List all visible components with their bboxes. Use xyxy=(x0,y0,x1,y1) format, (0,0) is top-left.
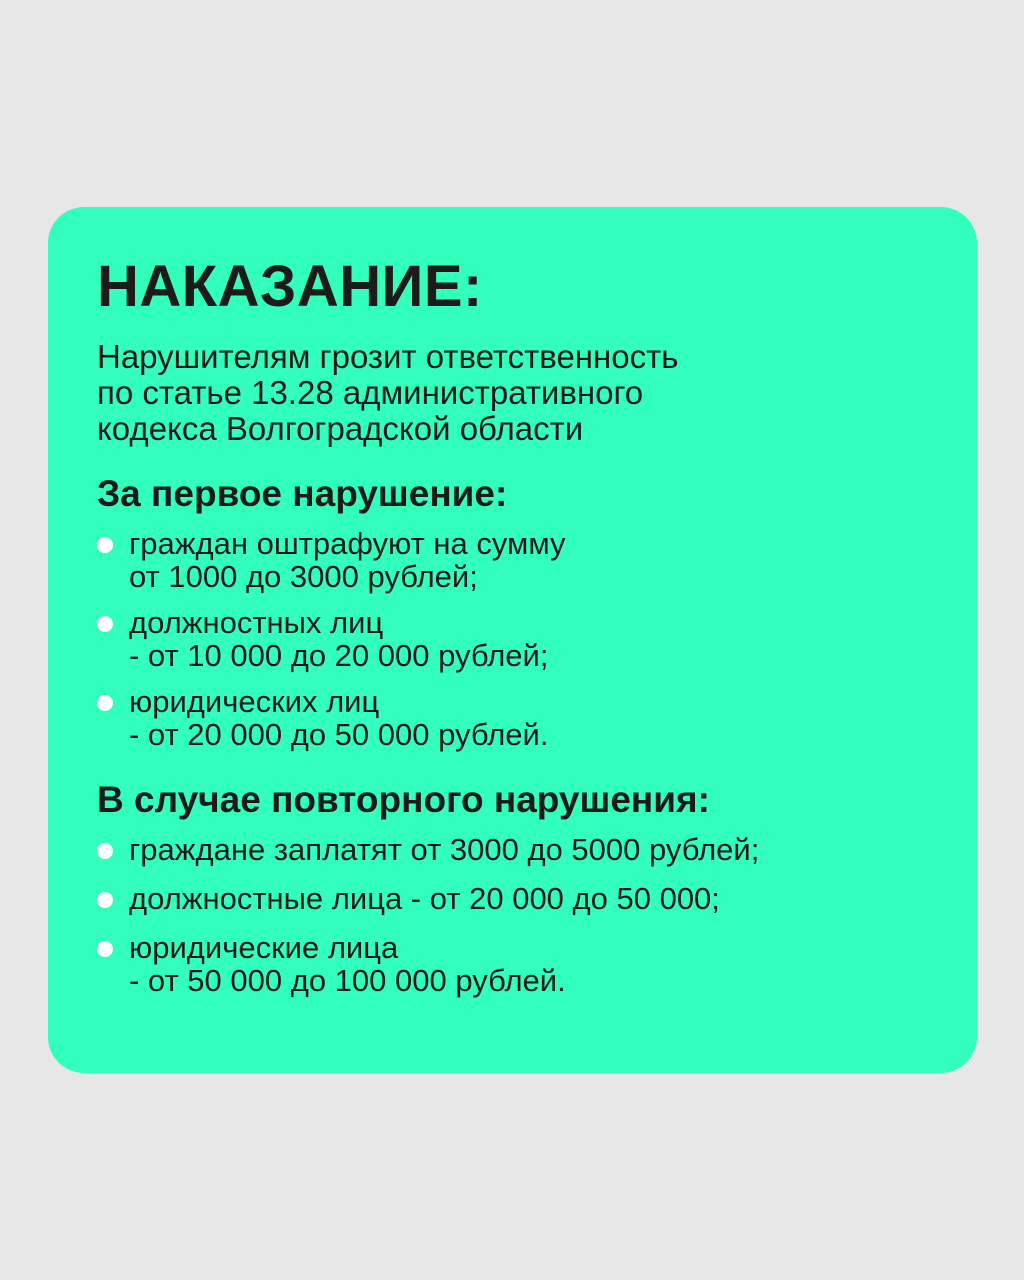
intro-line: по статье 13.28 административного xyxy=(97,374,644,411)
list-item-line: - от 20 000 до 50 000 рублей. xyxy=(129,717,549,752)
list-item-line: от 1000 до 3000 рублей; xyxy=(129,559,478,594)
list-item-line: граждан оштрафуют на сумму xyxy=(129,526,566,561)
bullet-dot-icon xyxy=(97,537,113,553)
intro-text xyxy=(97,339,937,447)
bullet-dot-icon xyxy=(97,695,113,711)
section-heading-repeat-violation: В случае повторного нарушения: xyxy=(97,779,710,820)
list-item xyxy=(97,527,937,593)
list-item xyxy=(97,882,937,915)
list-item xyxy=(97,685,937,751)
bullet-dot-icon xyxy=(97,616,113,632)
first-violation-list xyxy=(97,527,937,751)
repeat-violation-list xyxy=(97,833,937,997)
list-item xyxy=(97,833,937,866)
list-item-line: - от 10 000 до 20 000 рублей; xyxy=(129,638,549,673)
list-item-line: юридических лиц xyxy=(129,684,380,719)
info-card xyxy=(48,207,977,1073)
list-item xyxy=(97,931,937,997)
intro-line: Нарушителям грозит ответственность xyxy=(97,338,679,375)
intro-line: кодекса Волгоградской области xyxy=(97,410,584,447)
list-item-line: должностных лиц xyxy=(129,605,384,640)
list-item-line: - от 50 000 до 100 000 рублей. xyxy=(129,963,566,998)
section-heading-first-violation: За первое нарушение: xyxy=(97,473,508,514)
bullet-dot-icon xyxy=(97,892,113,908)
list-item-line: граждане заплатят от 3000 до 5000 рублей; xyxy=(129,832,760,867)
list-item xyxy=(97,606,937,672)
list-item-line: юридические лица xyxy=(129,930,399,965)
bullet-dot-icon xyxy=(97,843,113,859)
card-title: НАКАЗАНИЕ: xyxy=(97,254,483,319)
list-item-line: должностные лица - от 20 000 до 50 000; xyxy=(129,881,720,916)
bullet-dot-icon xyxy=(97,941,113,957)
